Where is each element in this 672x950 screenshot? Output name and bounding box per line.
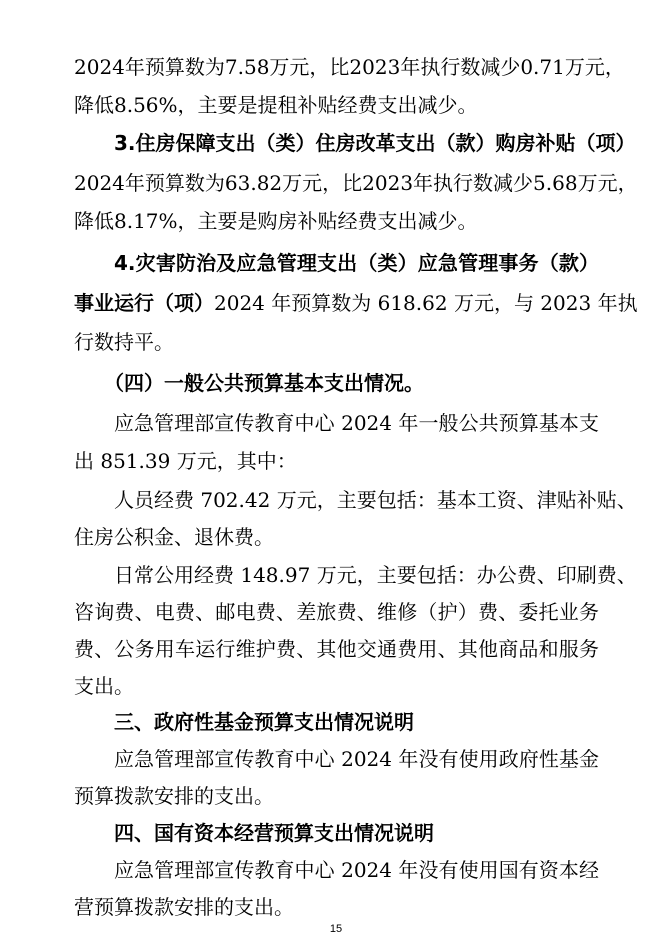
text-line: 应急管理部宣传教育中心 2024 年一般公共预算基本支 (114, 411, 599, 435)
item-heading-disaster-prevention: 4.灾害防治及应急管理支出（类）应急管理事务（款） (114, 251, 599, 275)
section-heading-government-fund: 三、政府性基金预算支出情况说明 (114, 710, 414, 734)
item-heading-housing-subsidy: 3.住房保障支出（类）住房改革支出（款）购房补贴（项） (114, 131, 636, 155)
text-span: 2024 年预算数为 618.62 万元，与 2023 年执 (214, 291, 638, 315)
text-line: 住房公积金、退休费。 (74, 525, 274, 549)
text-line: 降低8.56%，主要是提租补贴经费支出减少。 (74, 93, 478, 117)
text-line: 行数持平。 (74, 330, 174, 354)
text-line: 应急管理部宣传教育中心 2024 年没有使用国有资本经 (114, 858, 599, 882)
page-number: 15 (329, 923, 343, 935)
mixed-line (74, 288, 638, 318)
text-line: 降低8.17%，主要是购房补贴经费支出减少。 (74, 209, 478, 233)
text-line: 2024年预算数为7.58万元，比2023年执行数减少0.71万元， (74, 55, 625, 79)
item-heading-continuation: 事业运行（项） (74, 291, 214, 315)
text-line: 2024年预算数为63.82万元，比2023年执行数减少5.68万元， (74, 171, 638, 195)
text-line: 营预算拨款安排的支出。 (74, 895, 294, 919)
text-line: 支出。 (74, 674, 134, 698)
text-line: 日常公用经费 148.97 万元，主要包括：办公费、印刷费、 (114, 563, 637, 587)
text-line: 费、公务用车运行维护费、其他交通费用、其他商品和服务 (74, 637, 599, 661)
section-heading-state-capital: 四、国有资本经营预算支出情况说明 (114, 821, 434, 845)
text-line: 咨询费、电费、邮电费、差旅费、维修（护）费、委托业务 (74, 600, 599, 624)
section-heading-basic-expenditure: （四）一般公共预算基本支出情况。 (104, 371, 424, 395)
text-line: 出 851.39 万元，其中： (74, 449, 297, 473)
text-line: 预算拨款安排的支出。 (74, 784, 274, 808)
text-line: 应急管理部宣传教育中心 2024 年没有使用政府性基金 (114, 747, 599, 771)
text-line: 人员经费 702.42 万元，主要包括：基本工资、津贴补贴、 (114, 488, 637, 512)
